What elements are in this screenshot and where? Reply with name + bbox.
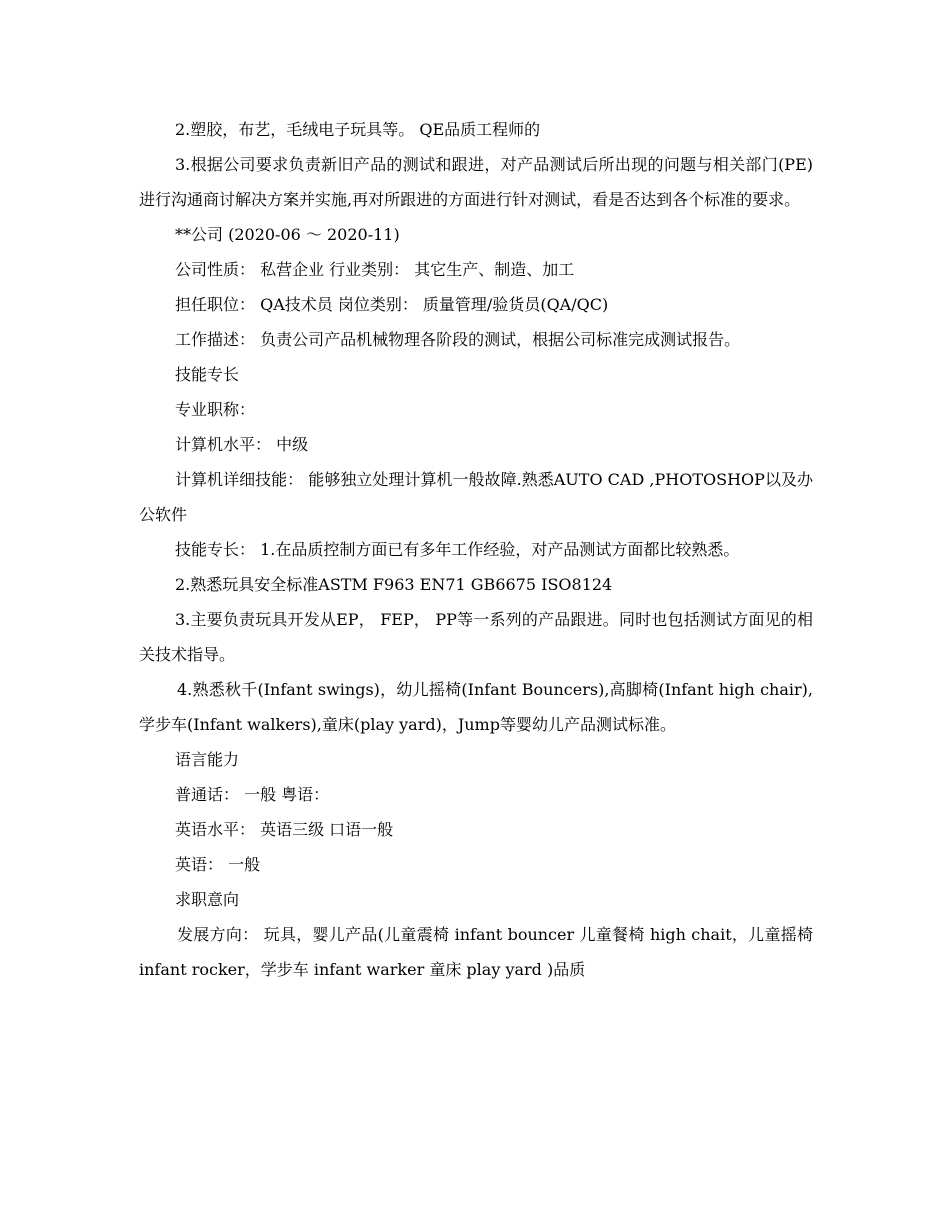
paragraph-work-description: 工作描述： 负责公司产品机械物理各阶段的测试，根据公司标准完成测试报告。	[175, 330, 741, 349]
paragraph-company-period: **公司 (2020-06 ～ 2020-11)	[175, 225, 400, 244]
paragraph-professional-title: 专业职称：	[175, 400, 256, 419]
paragraph-mandarin-cantonese: 普通话： 一般 粤语：	[175, 785, 330, 804]
paragraph-company-nature: 公司性质： 私营企业 行业类别： 其它生产、制造、加工	[175, 260, 575, 279]
section-heading-job-intention: 求职意向	[175, 890, 240, 909]
paragraph-position: 担任职位： QA技术员 岗位类别： 质量管理/验货员(QA/QC)	[175, 295, 609, 314]
paragraph-skill-3: 3.主要负责玩具开发从EP， FEP， PP等一系列的产品跟进。同时也包括测试方面见的相关技术指导。	[139, 610, 813, 664]
paragraph-product-types: 2.塑胶，布艺，毛绒电子玩具等。 QE品质工程师的	[175, 120, 541, 139]
document-body	[139, 112, 813, 987]
paragraph-skill-4: 4.熟悉秋千(Infant swings)，幼儿摇椅(Infant Bouncers),高脚椅(Infant high chair),学步车(Infant walkers),童床(play yard)，Jump等婴幼儿产品测试标准。	[139, 680, 813, 734]
section-heading-language: 语言能力	[175, 750, 240, 769]
paragraph-computer-skills: 计算机详细技能： 能够独立处理计算机一般故障.熟悉AUTO CAD ,PHOTOSHOP以及办公软件	[139, 470, 813, 524]
paragraph-english: 英语： 一般	[175, 855, 261, 874]
section-heading-skills: 技能专长	[175, 365, 240, 384]
paragraph-testing-duties: 3.根据公司要求负责新旧产品的测试和跟进，对产品测试后所出现的问题与相关部门(PE)进行沟通商讨解决方案并实施,再对所跟进的方面进行针对测试，看是否达到各个标准的要求。	[139, 155, 813, 209]
paragraph-skill-2: 2.熟悉玩具安全标准ASTM F963 EN71 GB6675 ISO8124	[175, 575, 613, 594]
paragraph-computer-level: 计算机水平： 中级	[175, 435, 309, 454]
paragraph-career-direction: 发展方向： 玩具，婴儿产品(儿童震椅 infant bouncer 儿童餐椅 high chait，儿童摇椅 infant rocker，学步车 infant warker 童床 play yard )品质	[139, 925, 813, 979]
paragraph-english-level: 英语水平： 英语三级 口语一般	[175, 820, 394, 839]
paragraph-skill-1: 技能专长： 1.在品质控制方面已有多年工作经验，对产品测试方面都比较熟悉。	[175, 540, 740, 559]
